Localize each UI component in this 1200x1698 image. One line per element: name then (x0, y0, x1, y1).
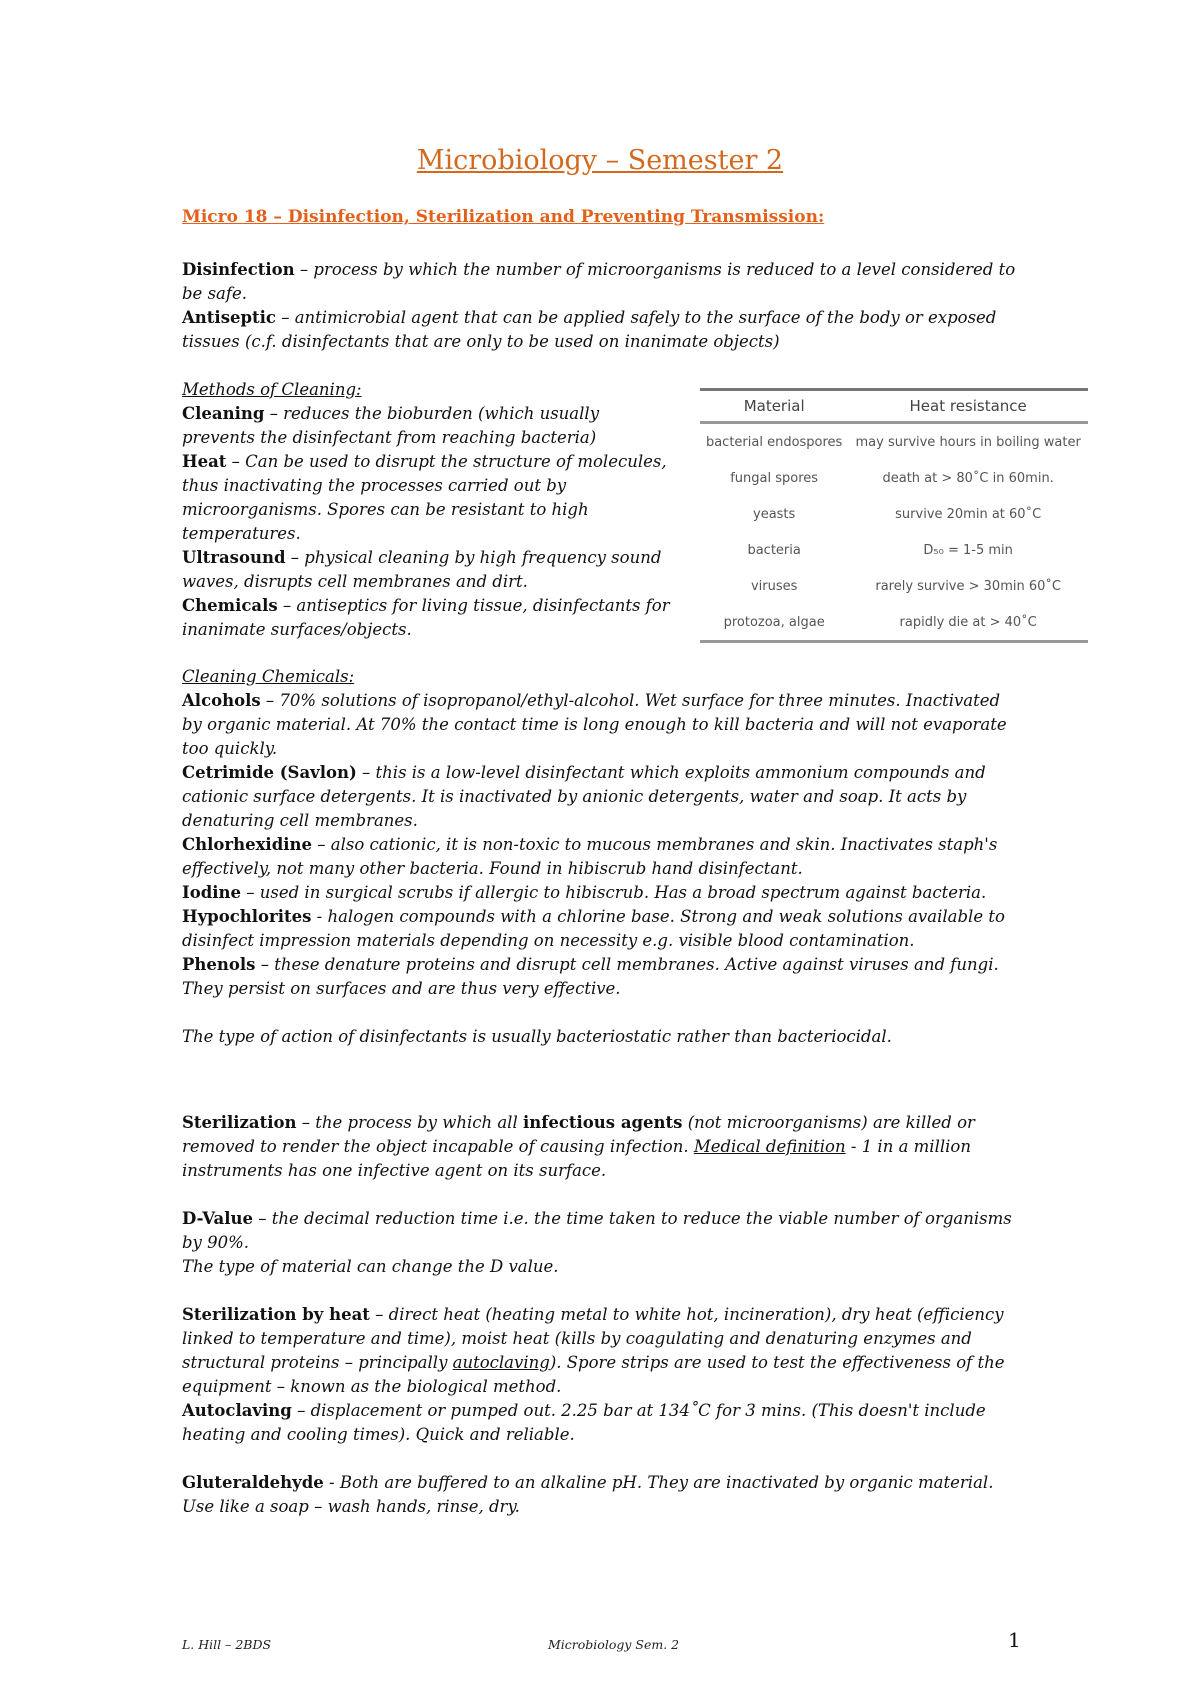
definition-gluteraldehyde (182, 1471, 1022, 1519)
table-cell: rapidly die at > 40˚C (848, 604, 1088, 642)
chemicals-note: The type of action of disinfectants is usually bacteriostatic rather than bacteriocidal. (182, 1027, 892, 1046)
definition-text: - Both are buffered to an alkaline pH. They are inactivated by organic material. Use like a soap – wash hands, rinse, dry. (182, 1473, 994, 1516)
methods-heading: Methods of Cleaning: (182, 380, 362, 399)
definition-autoclaving (182, 1399, 1022, 1447)
definition-text: – antiseptics for living tissue, disinfectants for inanimate surfaces/objects. (182, 596, 670, 639)
definition-antiseptic (182, 306, 1022, 354)
definition-text: - halogen compounds with a chlorine base. Strong and weak solutions available to disinfect impression materials depending on necessity e.g. visible blood contamination. (182, 907, 1005, 950)
definition-text: – physical cleaning by high frequency sound waves, disrupts cell membranes and dirt. (182, 548, 662, 591)
term: Cetrimide (Savlon) (182, 763, 357, 782)
definition-text: – antimicrobial agent that can be applied safely to the surface of the body or exposed tissues (c.f. disinfectants that are only to be used on inanimate objects) (182, 308, 997, 351)
definition-text: – process by which the number of microorganisms is reduced to a level considered to be safe. (182, 260, 1016, 303)
term: Autoclaving (182, 1401, 292, 1420)
table-cell: protozoa, algae (700, 604, 848, 642)
definition-text: – direct heat (heating metal to white hot, incineration), dry heat (efficiency linked to temperature and time), moist heat (kills by coagulating and denaturing enzymes and structural proteins – principally (182, 1305, 1004, 1372)
term: Iodine (182, 883, 242, 902)
term: Alcohols (182, 691, 261, 710)
definition-text: - 1 in a million instruments has one infective agent on its surface. (182, 1137, 971, 1180)
term: D-Value (182, 1209, 254, 1228)
sterilization-section (182, 1111, 1022, 1519)
table-cell: viruses (750, 578, 798, 594)
term: Chemicals (182, 596, 278, 615)
table-cell: bacteria (747, 542, 801, 558)
definition-text: – also cationic, it is non-toxic to mucous membranes and skin. Inactivates staph's effectively, not many other bacteria. Found in hibiscrub hand disinfectant. (182, 835, 998, 878)
autoclaving-label: autoclaving (452, 1353, 550, 1372)
term: Sterilization (182, 1113, 297, 1132)
term: Disinfection (182, 260, 295, 279)
definition-text: – the decimal reduction time i.e. the time taken to reduce the viable number of organisms by 90%. (182, 1209, 1012, 1252)
method-item (182, 450, 672, 546)
definition-text: – the process by which all (296, 1113, 523, 1132)
chemical-item (182, 761, 1022, 833)
table-row (700, 496, 1088, 532)
definition-text: – this is a low-level disinfectant which exploits ammonium compounds and cationic surface detergents. It is inactivated by anionic detergents, water and soap. It acts by denaturing cell membranes. (182, 763, 986, 830)
definition-disinfection (182, 258, 1022, 306)
table-cell: rarely survive > 30min 60˚C (875, 578, 1061, 594)
table-row (700, 460, 1088, 496)
definition-sterilization (182, 1111, 1022, 1183)
term-bold: infectious agents (522, 1113, 683, 1132)
table-row (700, 604, 1088, 642)
term: Ultrasound (182, 548, 286, 567)
table-row (700, 568, 1088, 604)
table-cell: fungal spores (730, 470, 819, 486)
table-cell: may survive hours in boiling water (855, 434, 1081, 450)
methods-of-cleaning (182, 378, 672, 642)
definition-text: – used in surgical scrubs if allergic to hibiscrub. Has a broad spectrum against bacteria. (241, 883, 987, 902)
definition-text: – Can be used to disrupt the structure of molecules, thus inactivating the processes carried out by microorganisms. Spores can be resistant to high temperatures. (182, 452, 667, 543)
table-header-row (700, 390, 1088, 423)
intro-definitions (182, 258, 1022, 354)
term: Cleaning (182, 404, 265, 423)
term: Chlorhexidine (182, 835, 312, 854)
term: Antiseptic (182, 308, 276, 327)
medical-definition-label: Medical definition (693, 1137, 846, 1156)
chemical-item (182, 905, 1022, 953)
table-cell: bacterial endospores (705, 434, 843, 450)
chemical-item (182, 881, 1022, 905)
table-cell: yeasts (753, 506, 796, 522)
definition-dvalue (182, 1207, 1022, 1255)
footer-course: Microbiology Sem. 2 (548, 1637, 680, 1652)
term: Hypochlorites (182, 907, 312, 926)
method-item (182, 594, 672, 642)
heat-table (700, 388, 1088, 643)
table-cell: death at > 80˚C in 60min. (882, 470, 1054, 486)
table-row (700, 423, 1088, 461)
chemicals-heading: Cleaning Chemicals: (182, 667, 355, 686)
page-number: 1 (1008, 1628, 1021, 1652)
chemical-item (182, 833, 1022, 881)
dvalue-note: The type of material can change the D value. (182, 1257, 559, 1276)
page-title: Microbiology – Semester 2 (416, 145, 784, 176)
chemical-item (182, 689, 1022, 761)
section-subtitle: Micro 18 – Disinfection, Sterilization and Preventing Transmission: (182, 207, 825, 227)
column-header: Heat resistance (848, 390, 1088, 423)
table-row (700, 532, 1088, 568)
definition-heat-sterilization (182, 1303, 1022, 1399)
footer-author: L. Hill – 2BDS (182, 1637, 272, 1652)
definition-text: – reduces the bioburden (which usually prevents the disinfectant from reaching bacteria) (182, 404, 600, 447)
definition-text: – displacement or pumped out. 2.25 bar at 134˚C for 3 mins. (This doesn't include heating and cooling times). Quick and reliable. (182, 1401, 986, 1444)
method-item (182, 402, 672, 450)
table-cell: survive 20min at 60˚C (895, 506, 1042, 522)
table-cell: D₅₀ = 1-5 min (923, 542, 1013, 558)
cleaning-chemicals (182, 665, 1022, 1049)
definition-text: – 70% solutions of isopropanol/ethyl-alcohol. Wet surface for three minutes. Inactivated by organic material. At 70% the contact time is long enough to kill bacteria and will not evaporate too quickly. (182, 691, 1007, 758)
term: Phenols (182, 955, 256, 974)
term: Gluteraldehyde (182, 1473, 324, 1492)
definition-text: (not microorganisms) are killed or removed to render the object incapable of causing infection. (182, 1113, 975, 1156)
term: Sterilization by heat (182, 1305, 370, 1324)
method-item (182, 546, 672, 594)
definition-text: ). Spore strips are used to test the effectiveness of the equipment – known as the biological method. (182, 1353, 1005, 1396)
column-header: Material (700, 390, 848, 423)
definition-text: – these denature proteins and disrupt cell membranes. Active against viruses and fungi. They persist on surfaces and are thus very effective. (182, 955, 999, 998)
heat-resistance-table (700, 388, 1088, 628)
chemical-item (182, 953, 1022, 1001)
term: Heat (182, 452, 227, 471)
